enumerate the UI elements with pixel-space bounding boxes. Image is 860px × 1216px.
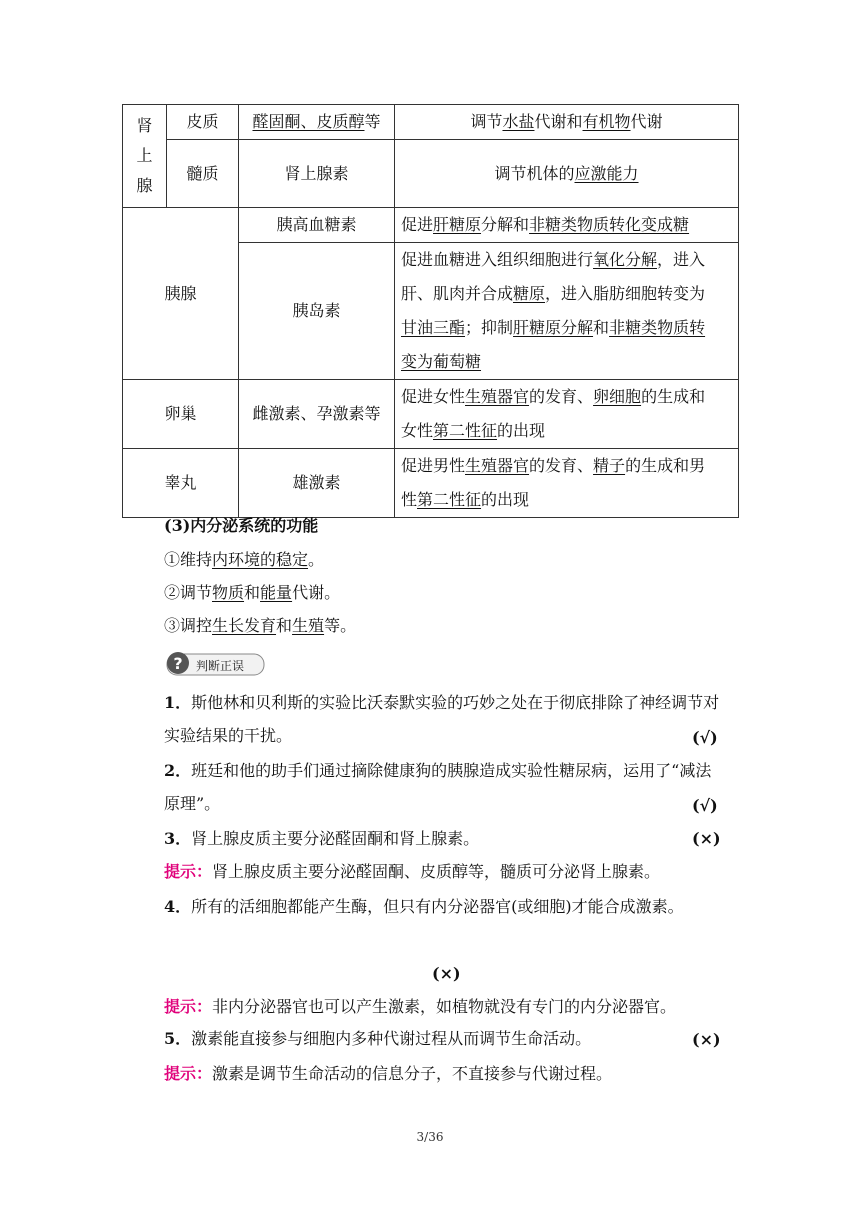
text-run: 等。 — [324, 616, 357, 635]
text-run: ②调节 — [164, 583, 213, 602]
key-term: 生殖器官 — [465, 456, 530, 475]
key-term: 第二性征 — [417, 490, 482, 509]
question-3-mark: (×) — [692, 829, 721, 848]
key-term: 物质 — [212, 583, 245, 602]
page-number: 3/36 — [416, 1130, 444, 1144]
question-1-mark: (√) — [692, 728, 718, 747]
text-line — [401, 414, 732, 448]
text-run: 的出现 — [497, 421, 546, 440]
text-run: 促进男性 — [401, 456, 466, 475]
text-line — [401, 483, 732, 517]
key-term: 内环境的稳定 — [212, 550, 309, 569]
key-term: 甘油三酯 — [401, 318, 466, 337]
hormone-ovary: 雌激素、孕激素等 — [239, 380, 395, 449]
function-glucagon — [395, 208, 739, 243]
key-term: 变为葡萄糖 — [401, 352, 482, 371]
text-run: 肝、肌肉并合成 — [401, 284, 514, 303]
question-2-mark: (√) — [692, 796, 718, 815]
text-run: 的出现 — [481, 490, 530, 509]
function-cortex — [395, 105, 739, 140]
organ-pancreas: 胰腺 — [123, 208, 239, 380]
function-item-1 — [164, 550, 324, 570]
text-line — [401, 449, 732, 483]
endocrine-gland-table — [122, 104, 739, 518]
text-run: 调节机体的 — [494, 163, 575, 183]
function-item-3 — [164, 616, 356, 636]
key-term: 非糖类物质转 — [609, 318, 706, 337]
text-run: 促进女性 — [401, 387, 466, 406]
key-term: 糖原 — [513, 284, 546, 303]
hormone-insulin: 胰岛素 — [239, 243, 395, 380]
key-term: 醛固酮、皮质醇 — [252, 112, 365, 131]
text-run: 和 — [244, 583, 261, 602]
text-run: ③调控 — [164, 616, 213, 635]
text-run: 和 — [593, 318, 610, 337]
key-term: 精子 — [593, 456, 626, 475]
text-line — [401, 277, 732, 311]
organ-adrenal: 肾 上 腺 — [123, 105, 167, 208]
hormone-glucagon: 胰高血糖素 — [239, 208, 395, 243]
part-cortex: 皮质 — [167, 105, 239, 140]
organ-testis: 睾丸 — [123, 449, 239, 518]
function-insulin — [395, 243, 739, 380]
question-4-hint: 提示：非内分泌器官也可以产生激素，如植物就没有专门的内分泌器官。 — [164, 997, 677, 1016]
text-line — [401, 311, 732, 345]
part-medulla: 髓质 — [167, 140, 239, 208]
text-run: ；抑制 — [465, 318, 514, 337]
text-run: 代谢 — [630, 112, 663, 131]
question-3-hint: 提示：肾上腺皮质主要分泌醛固酮、皮质醇等，髓质可分泌肾上腺素。 — [164, 862, 661, 881]
text-run: 的发育、 — [529, 387, 594, 406]
key-term: 有机物 — [582, 112, 631, 131]
key-term: 生殖 — [292, 616, 325, 635]
key-term: 生殖器官 — [465, 387, 530, 406]
key-term: 第二性征 — [433, 421, 498, 440]
text-run: 调节 — [470, 112, 503, 131]
key-term: 水盐 — [502, 112, 535, 131]
text-run: 性 — [401, 490, 418, 509]
judge-badge — [166, 650, 266, 678]
hormone-cortex — [239, 105, 395, 140]
hormone-testis: 雄激素 — [239, 449, 395, 518]
question-3: 3．肾上腺皮质主要分泌醛固酮和肾上腺素。 — [164, 829, 480, 848]
question-mark-icon — [167, 652, 189, 674]
text-run: ，进入 — [657, 250, 706, 269]
text-run: 分解和 — [481, 215, 530, 234]
svg-text:?: ? — [173, 654, 183, 673]
text-run: 。 — [308, 550, 325, 569]
text-run: 的发育、 — [529, 456, 594, 475]
question-5: 5．激素能直接参与细胞内多种代谢过程从而调节生命活动。 — [164, 1029, 592, 1048]
text-run: 等 — [364, 112, 381, 131]
function-item-2 — [164, 583, 340, 603]
text-run: 促进 — [401, 215, 434, 234]
hormone-medulla: 肾上腺素 — [239, 140, 395, 208]
text-line — [401, 345, 732, 379]
key-term: 肝糖原分解 — [513, 318, 594, 337]
text-run: 代谢和 — [534, 112, 583, 131]
text-run: 和 — [276, 616, 293, 635]
organ-ovary: 卵巢 — [123, 380, 239, 449]
section-heading: (3)内分泌系统的功能 — [164, 516, 319, 535]
question-2: 2．班廷和他的助手们通过摘除健康狗的胰腺造成实验性糖尿病，运用了“减法原理”。 — [164, 761, 712, 813]
key-term: 卵细胞 — [593, 387, 642, 406]
text-run: 的生成和男 — [625, 456, 706, 475]
key-term: 生长发育 — [212, 616, 277, 635]
question-5-hint: 提示：激素是调节生命活动的信息分子，不直接参与代谢过程。 — [164, 1064, 613, 1083]
key-term: 非糖类物质转化变成糖 — [529, 215, 690, 234]
key-term: 氧化分解 — [593, 250, 658, 269]
text-line — [401, 380, 732, 414]
key-term: 能量 — [260, 583, 293, 602]
question-1: 1．斯他林和贝利斯的实验比沃泰默实验的巧妙之处在于彻底排除了神经调节对实验结果的干扰。 — [164, 693, 720, 745]
function-medulla — [395, 140, 739, 208]
text-run: ①维持 — [164, 550, 213, 569]
text-run: ，进入脂肪细胞转变为 — [545, 284, 706, 303]
question-5-mark: (×) — [692, 1030, 721, 1049]
judge-badge-label: 判断正误 — [196, 659, 245, 673]
key-term: 应激能力 — [574, 163, 639, 183]
text-run: 促进血糖进入组织细胞进行 — [401, 250, 594, 269]
key-term: 肝糖原 — [433, 215, 482, 234]
function-ovary — [395, 380, 739, 449]
question-4: 4．所有的活细胞都能产生酶，但只有内分泌器官(或细胞)才能合成激素。 — [164, 897, 684, 916]
function-testis — [395, 449, 739, 518]
question-4-mark: (×) — [432, 964, 461, 983]
text-line — [401, 243, 732, 277]
text-run: 的生成和 — [641, 387, 706, 406]
text-run: 女性 — [401, 421, 434, 440]
text-run: 代谢。 — [292, 583, 341, 602]
